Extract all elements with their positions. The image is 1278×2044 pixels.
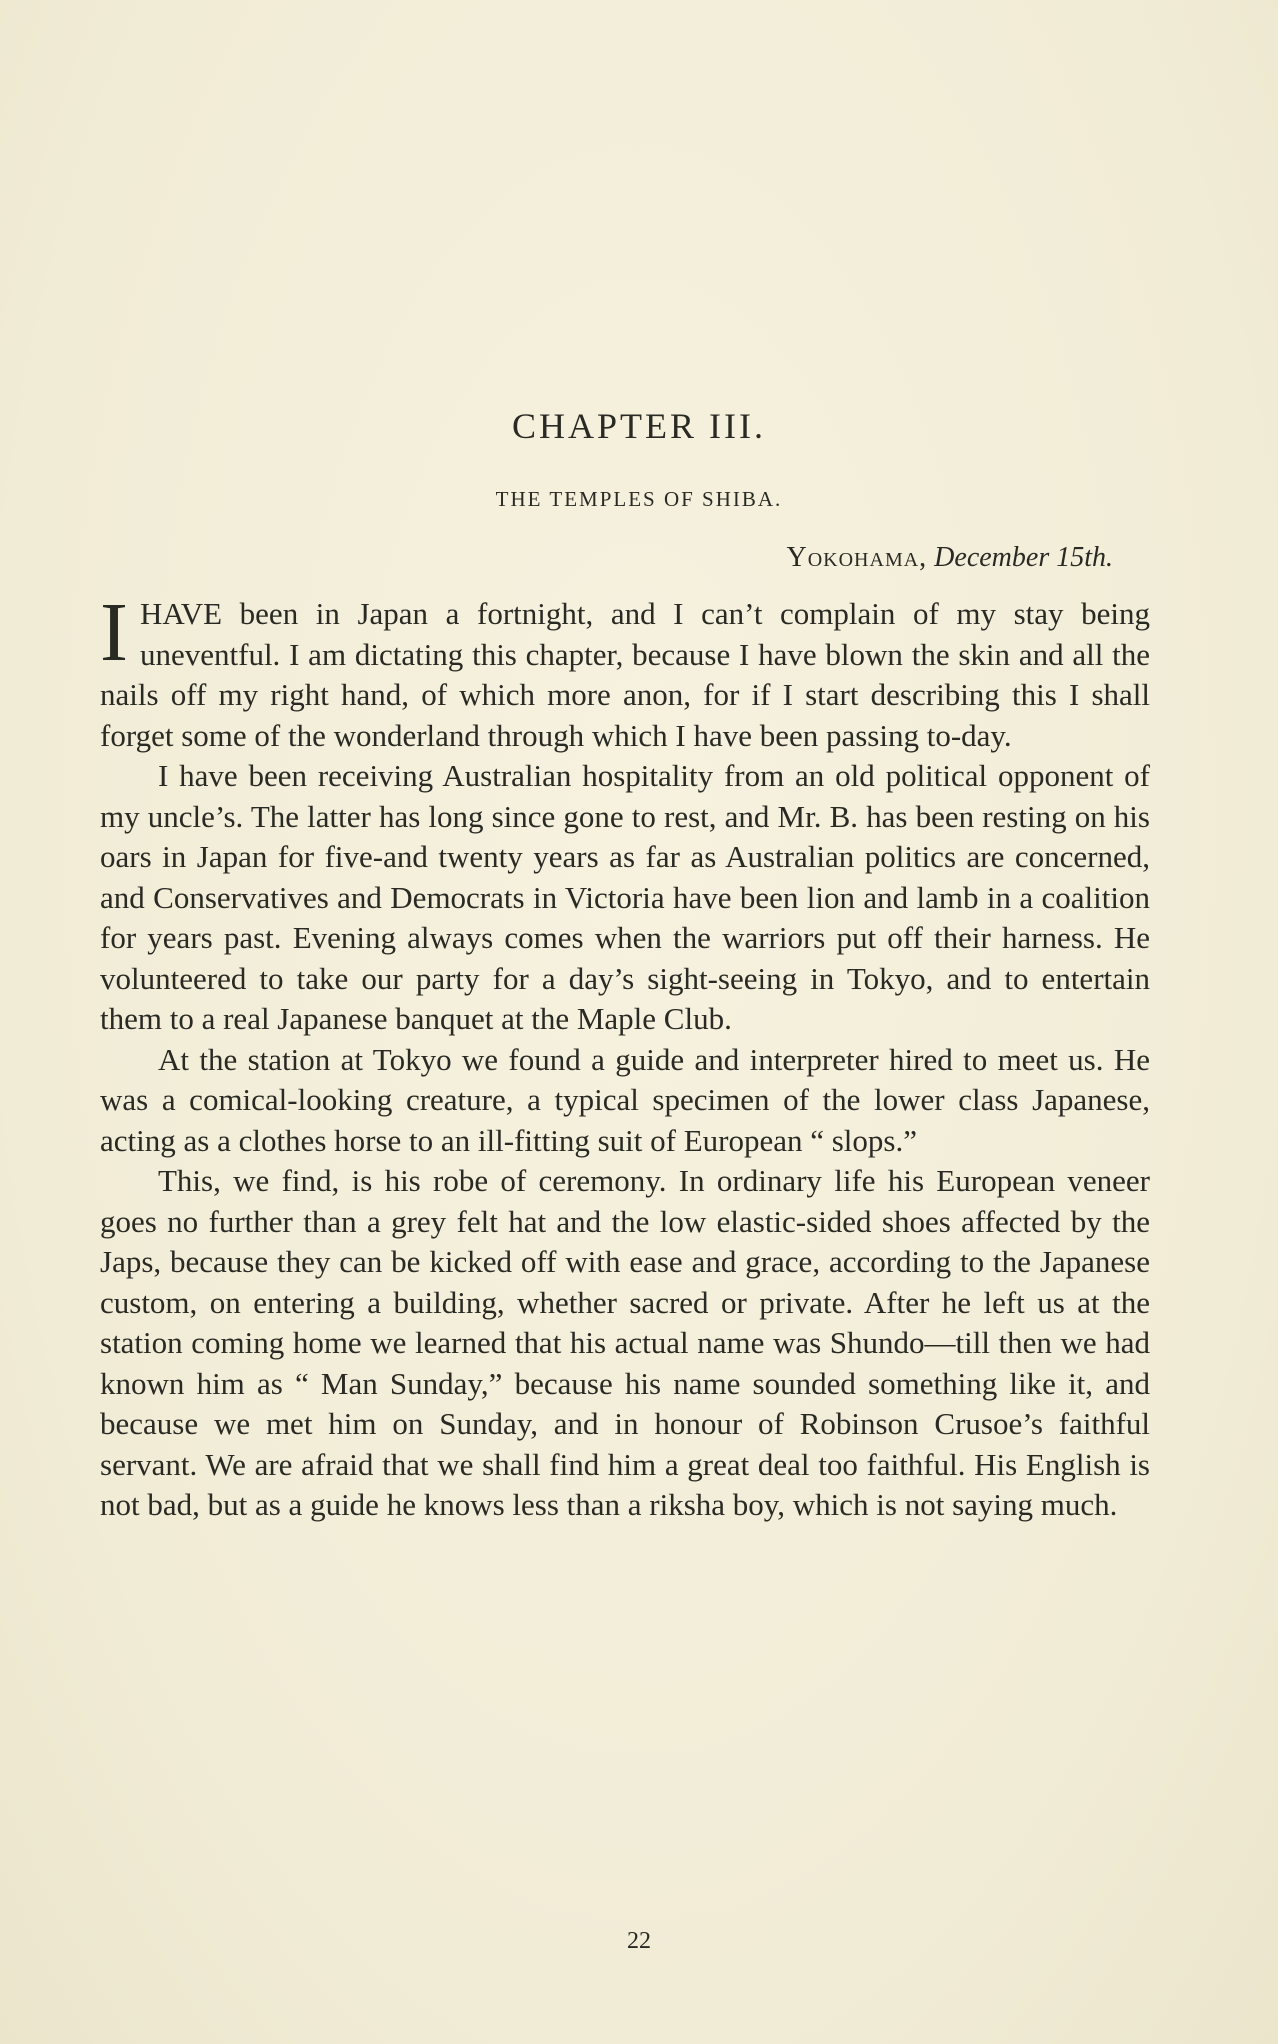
paragraph-1	[100, 586, 1150, 756]
dateline-place: Yokohama,	[786, 542, 928, 573]
paragraph-4: This, we find, is his robe of ceremony. In ordinary life his European veneer goes no further than a grey felt hat and the low elastic-sided shoes affected by the Japs, because they can be kicked off with ease and grace, according to the Japanese custom, on entering a building, whether sacred or private. After he left us at the station coming home we learned that his actual name was Shundo—till then we had known him as “ Man Sunday,” because his name sounded something like it, and because we met him on Sunday, and in honour of Robinson Crusoe’s faithful servant. We are afraid that we shall find him a great deal too faithful. His English is not bad, but as a guide he knows less than a riksha boy, which is not saying much.	[100, 1163, 1150, 1522]
dateline	[787, 538, 1114, 578]
body-text	[100, 586, 1150, 1526]
paragraph-2: I have been receiving Australian hospitality from an old political opponent of my uncle’s. The latter has long since gone to rest, and Mr. B. has been resting on his oars in Japan for five-and twenty years as far as Australian politics are concerned, and Conservatives and Democrats in Victoria have been lion and lamb in a coalition for years past. Evening always comes when the warriors put off their harness. He volunteered to take our party for a day’s sight-seeing in Tokyo, and to entertain them to a real Japanese banquet at the Maple Club.	[100, 758, 1150, 1036]
dateline-date: December 15th.	[934, 542, 1113, 573]
paragraph-3: At the station at Tokyo we found a guide and interpreter hired to meet us. He was a comical-looking creature, a typical specimen of the lower class Japanese, acting as a clothes horse to an ill-fitting suit of European “ slops.”	[100, 1041, 1150, 1158]
page-number: 22	[627, 1928, 651, 1954]
paragraph-1-text: HAVE been in Japan a fortnight, and I can’t complain of my stay being uneventful. I am dictating this chapter, because I have blown the skin and all the nails off my right hand, of which more anon, for if I start describing this I shall forget some of the wonderland through which I have been passing to-day.	[100, 596, 1150, 753]
chapter-subtitle: THE TEMPLES OF SHIBA.	[495, 487, 783, 511]
chapter-heading: CHAPTER III.	[512, 406, 766, 446]
drop-cap: I	[100, 586, 128, 679]
